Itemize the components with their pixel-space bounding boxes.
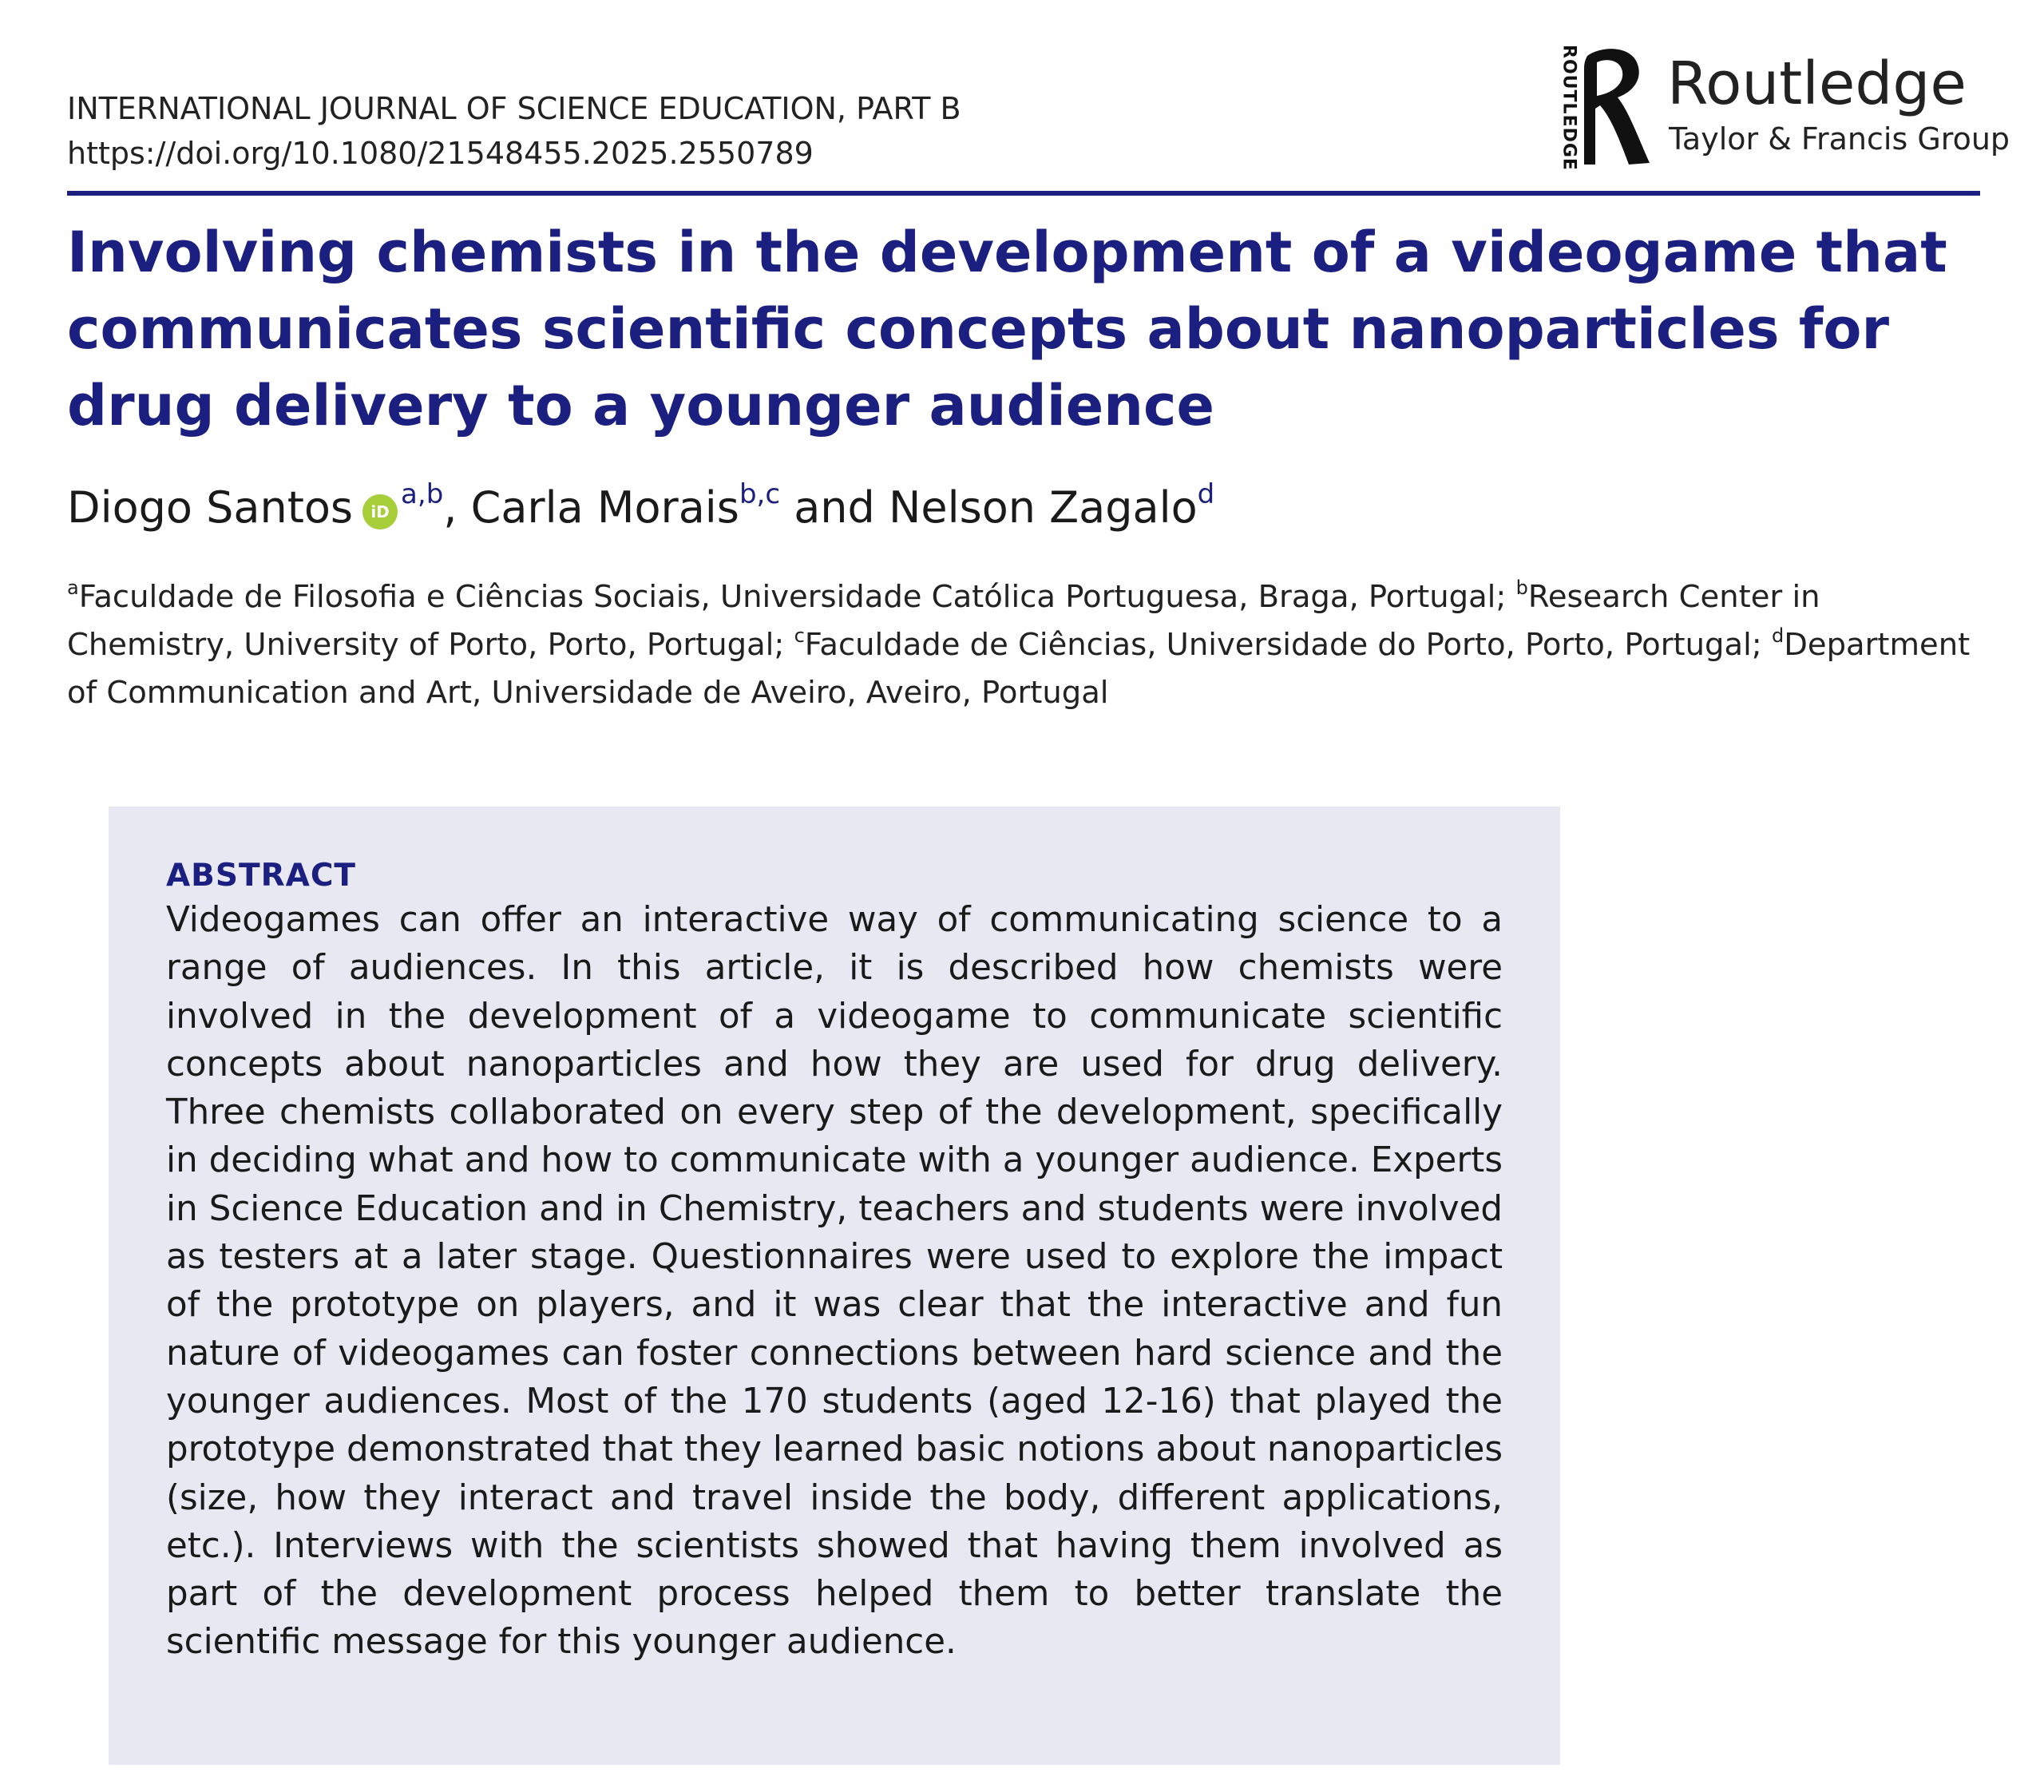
author-affiliation-mark: b,c: [739, 478, 781, 510]
header-divider: [67, 191, 1980, 196]
publisher-name: Routledge: [1667, 50, 1967, 118]
article-title: Involving chemists in the development of a videogame that communicates scientific concepts about nanoparticles for drug delivery to a younger audience: [67, 220, 1947, 438]
affiliation-mark: b: [1515, 577, 1528, 599]
author-separator: ,: [443, 482, 471, 533]
author-list: [67, 478, 1214, 538]
affiliation-mark: a: [67, 577, 79, 599]
abstract-box: [109, 807, 1560, 1765]
affiliation-text: Faculdade de Filosofia e Ciências Sociais, Universidade Católica Portuguesa, Braga, Portugal;: [78, 579, 1516, 615]
routledge-r-icon: [1579, 45, 1651, 169]
affiliation-text: Department of Communication and Art, Universidade de Aveiro, Aveiro, Portugal: [67, 627, 1971, 711]
publisher-group: Taylor & Francis Group: [1669, 121, 2010, 157]
author-name[interactable]: Nelson Zagalo: [888, 482, 1198, 533]
author-separator: and: [780, 482, 889, 533]
abstract-text: Videogames can offer an interactive way of communicating science to a range of audiences. In this article, it is described how chemists were involved in the development of a videogame to communicate scientific concepts about nanoparticles and how they are used for drug delivery. Three chemists collaborated on every step of the development, specifically in deciding what and how to communicate with a younger audience. Experts in Science Education and in Chemistry, teachers and students were involved as testers at a later stage. Questionnaires were used to explore the impact of the prototype on players, and it was clear that the interactive and fun nature of videogames can foster connections between hard science and the younger audiences. Most of the 170 students (aged 12-16) that played the prototype demonstrated that they learned basic notions about nanoparticles (size, how they interact and travel inside the body, different applications, etc.). Interviews with the scientists showed that having them involved as part of the development process helped them to better translate the scientific message for this younger audience.: [166, 900, 1503, 1663]
affiliation-text: Research Center in Chemistry, University of Porto, Porto, Portugal;: [67, 579, 1820, 663]
journal-name: INTERNATIONAL JOURNAL OF SCIENCE EDUCATION, PART B: [67, 91, 961, 126]
affiliation-mark: d: [1772, 624, 1785, 647]
abstract-heading: ABSTRACT: [166, 858, 357, 894]
orcid-icon[interactable]: iD: [362, 494, 398, 529]
author-affiliation-mark: d: [1197, 478, 1215, 510]
publisher-vertical-text: ROUTLEDGE: [1559, 45, 1579, 171]
author-name[interactable]: Diogo Santos: [67, 482, 354, 533]
author-affiliation-mark: a,b: [401, 478, 444, 510]
affiliation-text: Faculdade de Ciências, Universidade do Porto, Porto, Portugal;: [804, 627, 1772, 663]
journal-header: [67, 86, 961, 176]
affiliations: [67, 573, 1983, 717]
publisher-logo[interactable]: [1557, 42, 2010, 171]
author-name[interactable]: Carla Morais: [470, 482, 739, 533]
affiliation-mark: c: [794, 624, 805, 647]
doi-link[interactable]: https://doi.org/10.1080/21548455.2025.2550789: [67, 136, 814, 171]
